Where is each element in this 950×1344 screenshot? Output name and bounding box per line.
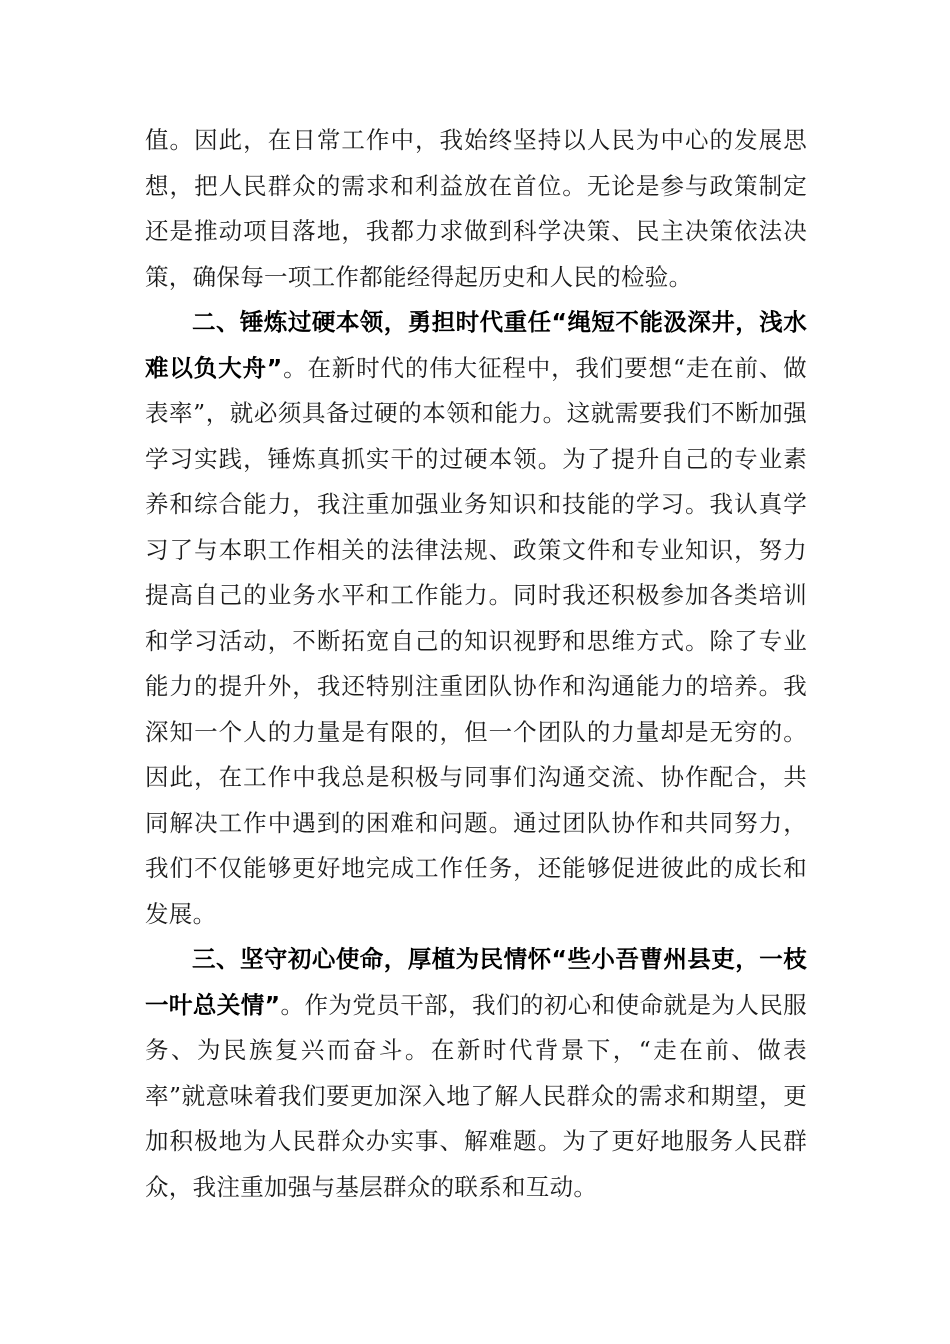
- paragraph-text: 值。因此，在日常工作中，我始终坚持以人民为中心的发展思想，把人民群众的需求和利益放在首位。无论是参与政策制定还是推动项目落地，我都力求做到科学决策、民主决策依法决策，确保每一项工作都能经得起历史和人民的检验。: [145, 126, 807, 291]
- section-heading: 二、锤炼过硬本领，勇担时代重任“绳短不能汲深井，浅水难以负大舟”: [145, 308, 807, 382]
- paragraph-continuation: [145, 118, 807, 300]
- paragraph-section-three: [145, 937, 807, 1210]
- paragraph-text: 。在新时代的伟大征程中，我们要想“走在前、做表率”，就必须具备过硬的本领和能力。这就需要我们不断加强学习实践，锤炼真抓实干的过硬本领。为了提升自己的专业素养和综合能力，我注重加强业务知识和技能的学习。我认真学习了与本职工作相关的法律法规、政策文件和专业知识，努力提高自己的业务水平和工作能力。同时我还积极参加各类培训和学习活动，不断拓宽自己的知识视野和思维方式。除了专业能力的提升外，我还特别注重团队协作和沟通能力的培养。我深知一个人的力量是有限的，但一个团队的力量却是无穷的。因此，在工作中我总是积极与同事们沟通交流、协作配合，共同解决工作中遇到的困难和问题。通过团队协作和共同努力，我们不仅能够更好地完成工作任务，还能够促进彼此的成长和发展。: [145, 353, 807, 928]
- paragraph-text: 。作为党员干部，我们的初心和使命就是为人民服务、为民族复兴而奋斗。在新时代背景下，“走在前、做表率”就意味着我们要更加深入地了解人民群众的需求和期望，更加积极地为人民群众办实事、解难题。为了更好地服务人民群众，我注重加强与基层群众的联系和互动。: [145, 990, 807, 1201]
- section-heading: 三、坚守初心使命，厚植为民情怀“些小吾曹州县吏，一枝一叶总关情”: [145, 945, 807, 1019]
- document-body: [145, 118, 807, 1210]
- paragraph-section-two: [145, 300, 807, 937]
